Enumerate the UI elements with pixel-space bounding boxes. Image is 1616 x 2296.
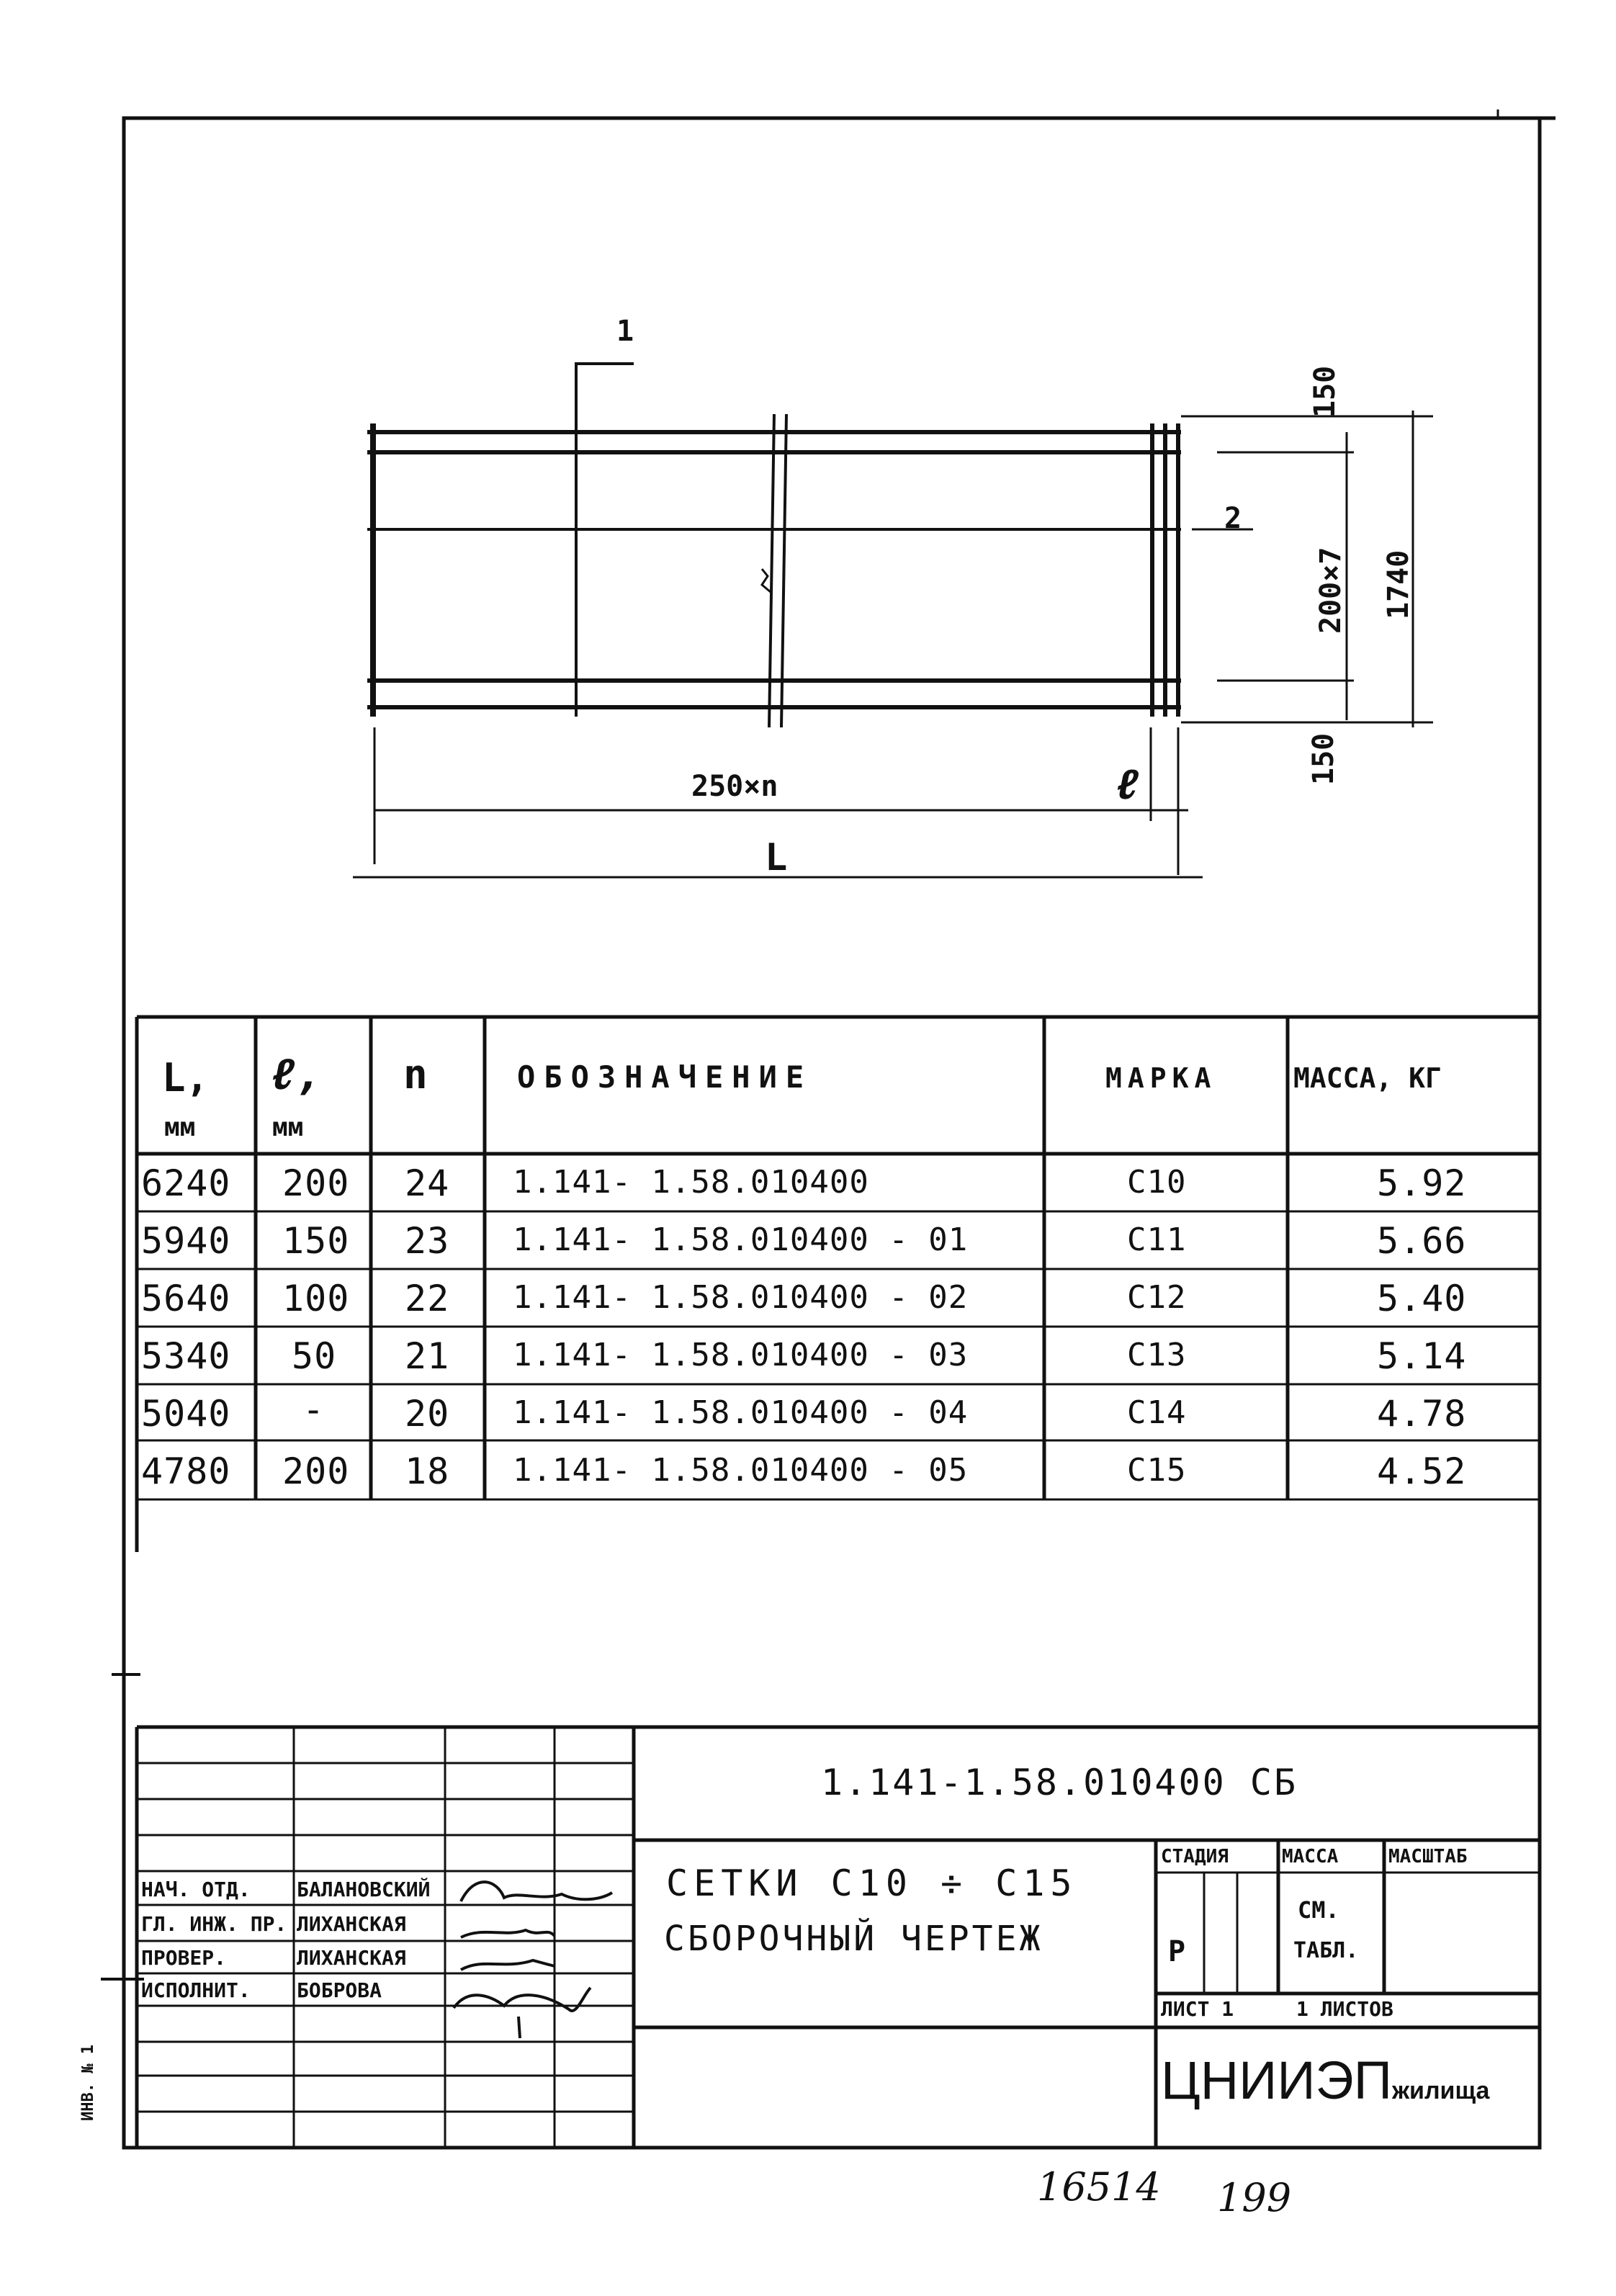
mass-value-2: ТАБЛ. bbox=[1293, 1938, 1359, 1963]
cell-mark: С15 bbox=[1127, 1452, 1187, 1489]
scale-label: МАСШТАБ bbox=[1388, 1846, 1468, 1867]
dim-pitch-label: 200×7 bbox=[1314, 547, 1347, 634]
cell-mark: С11 bbox=[1127, 1221, 1187, 1258]
cell-L: 5040 bbox=[141, 1393, 231, 1435]
dim-l-small-label: ℓ bbox=[1115, 760, 1140, 809]
dim-spacing-label: 250×n bbox=[691, 770, 778, 803]
cell-l: 200 bbox=[282, 1450, 350, 1492]
cell-mark: С14 bbox=[1127, 1394, 1187, 1431]
cell-L: 4780 bbox=[141, 1450, 231, 1492]
col-header-l-unit: мм bbox=[272, 1113, 304, 1142]
organization-suffix: жилища bbox=[1391, 2077, 1490, 2104]
cell-mass: 5.40 bbox=[1377, 1278, 1467, 1319]
cell-n: 22 bbox=[405, 1278, 450, 1319]
dim-p-label: 2 bbox=[1224, 502, 1242, 535]
mesh-drawing bbox=[353, 364, 1433, 877]
col-header-designation: ОБОЗНАЧЕНИЕ bbox=[517, 1059, 813, 1095]
cell-l: 100 bbox=[282, 1278, 350, 1319]
title-line-1: СЕТКИ С10 ÷ С15 bbox=[666, 1862, 1078, 1904]
sign-name: БАЛАНОВСКИЙ bbox=[297, 1878, 431, 1901]
col-header-L-unit: мм bbox=[164, 1113, 196, 1142]
dim-L-label: L bbox=[765, 836, 788, 879]
cell-L: 5340 bbox=[141, 1335, 231, 1377]
cell-L: 6240 bbox=[141, 1162, 231, 1204]
cell-designation: 1.141- 1.58.010400 - 01 bbox=[513, 1221, 969, 1258]
cell-mark: С10 bbox=[1127, 1164, 1187, 1201]
cell-designation: 1.141- 1.58.010400 - 02 bbox=[513, 1279, 969, 1316]
mass-label: МАССА bbox=[1282, 1846, 1339, 1867]
cell-n: 24 bbox=[405, 1162, 450, 1204]
cell-L: 5640 bbox=[141, 1278, 231, 1319]
stage-label: СТАДИЯ bbox=[1161, 1846, 1229, 1867]
col-header-mass: МАССА, КГ bbox=[1293, 1062, 1442, 1094]
stage-value: Р bbox=[1168, 1935, 1186, 1968]
side-stamp: ИНВ. № 1 bbox=[79, 2045, 97, 2121]
cell-mass: 4.78 bbox=[1377, 1393, 1467, 1435]
cell-mark: С12 bbox=[1127, 1279, 1187, 1316]
cell-l: 150 bbox=[282, 1220, 350, 1262]
sheet-label: ЛИСТ 1 bbox=[1161, 1997, 1234, 2021]
col-header-n: n bbox=[403, 1051, 428, 1098]
cell-mark: С13 bbox=[1127, 1337, 1187, 1373]
sign-name: ЛИХАНСКАЯ bbox=[297, 1946, 406, 1970]
mass-value-1: СМ. bbox=[1298, 1896, 1339, 1924]
sign-role: ПРОВЕР. bbox=[141, 1946, 227, 1970]
cell-designation: 1.141- 1.58.010400 - 05 bbox=[513, 1452, 969, 1489]
cell-mass: 4.52 bbox=[1377, 1450, 1467, 1492]
cell-mass: 5.92 bbox=[1377, 1162, 1467, 1204]
cell-l: - bbox=[302, 1389, 326, 1430]
col-header-mark: МАРКА bbox=[1105, 1062, 1217, 1094]
cell-n: 23 bbox=[405, 1220, 450, 1262]
footer-page: 199 bbox=[1217, 2175, 1292, 2220]
cell-designation: 1.141- 1.58.010400 - 03 bbox=[513, 1337, 969, 1373]
sign-name: БОБРОВА bbox=[297, 1978, 382, 2002]
dim-total-label: 1740 bbox=[1382, 550, 1415, 619]
cell-mass: 5.66 bbox=[1377, 1220, 1467, 1262]
organization-main: ЦНИИЭП bbox=[1161, 2050, 1392, 2110]
sign-name: ЛИХАНСКАЯ bbox=[297, 1912, 406, 1936]
dim-bottom-label: 150 bbox=[1307, 732, 1340, 785]
footer-number: 16514 bbox=[1037, 2164, 1161, 2210]
title-line-2: СБОРОЧНЫЙ ЧЕРТЕЖ bbox=[664, 1919, 1043, 1959]
section-mark-label: 1 bbox=[616, 315, 634, 348]
cell-designation: 1.141- 1.58.010400 - 04 bbox=[513, 1394, 969, 1431]
cell-n: 21 bbox=[405, 1335, 450, 1377]
cell-n: 20 bbox=[405, 1393, 450, 1435]
col-header-l: ℓ, bbox=[270, 1049, 323, 1100]
sign-role: НАЧ. ОТД. bbox=[141, 1878, 251, 1901]
sheets-label: 1 ЛИСТОВ bbox=[1296, 1997, 1393, 2021]
cell-designation: 1.141- 1.58.010400 bbox=[513, 1164, 869, 1201]
sign-role: ГЛ. ИНЖ. ПР. bbox=[141, 1912, 287, 1936]
cell-mass: 5.14 bbox=[1377, 1335, 1467, 1377]
doc-code: 1.141-1.58.010400 СБ bbox=[821, 1762, 1298, 1803]
cell-l: 200 bbox=[282, 1162, 350, 1204]
cell-L: 5940 bbox=[141, 1220, 231, 1262]
cell-l: 50 bbox=[292, 1335, 337, 1377]
dim-top-label: 150 bbox=[1308, 365, 1342, 418]
col-header-L: L, bbox=[162, 1055, 210, 1100]
organization-name bbox=[1161, 2050, 1490, 2110]
sign-role: ИСПОЛНИТ. bbox=[141, 1978, 251, 2002]
cell-n: 18 bbox=[405, 1450, 450, 1492]
